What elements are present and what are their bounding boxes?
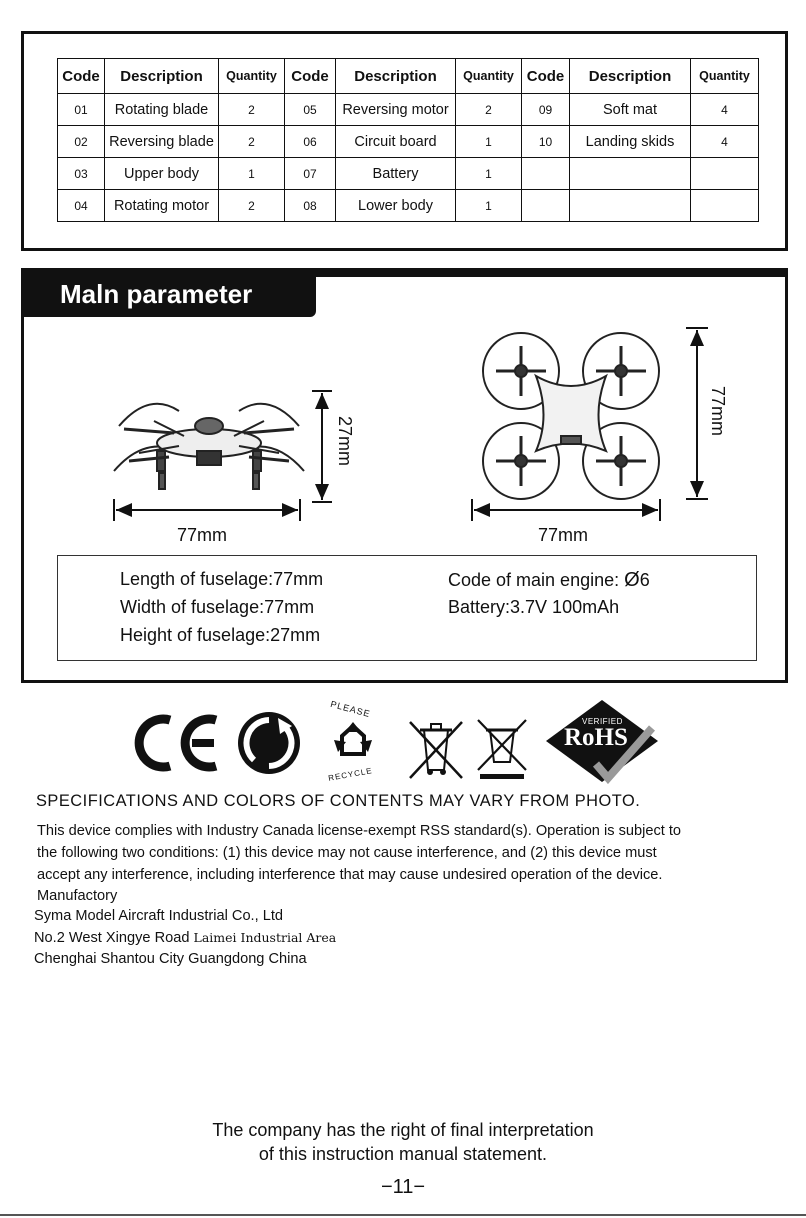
spec-length: Length of fuselage:77mm <box>120 569 324 589</box>
specifications-disclaimer: SPECIFICATIONS AND COLORS OF CONTENTS MAY VARY FROM PHOTO. <box>36 792 641 810</box>
part-description: Rotating blade <box>105 94 219 126</box>
weee-bin-icon <box>406 716 466 780</box>
part-description: Reversing blade <box>105 126 219 158</box>
manufacturer-city: Chenghai Shantou City Guangdong China <box>34 951 307 967</box>
part-description <box>570 158 691 190</box>
side-width-dimension-arrow <box>112 499 302 521</box>
header-code: Code <box>522 59 570 94</box>
area-text: Laimei Industrial Area <box>193 930 337 945</box>
spec-width: Width of fuselage:77mm <box>120 597 315 617</box>
header-code: Code <box>285 59 336 94</box>
parts-list-box <box>21 31 788 251</box>
section-title: Maln parameter <box>24 271 316 317</box>
diameter-symbol: Ø <box>624 569 640 591</box>
part-code: 06 <box>285 126 336 158</box>
part-description: Reversing motor <box>336 94 456 126</box>
title-rule <box>316 271 785 277</box>
spec-engine-value: 6 <box>639 570 650 590</box>
side-width-label: 77mm <box>177 525 228 545</box>
header-description: Description <box>336 59 456 94</box>
specifications-box <box>57 555 757 661</box>
part-quantity: 1 <box>456 158 522 190</box>
spec-height: Height of fuselage:27mm <box>120 625 321 645</box>
header-quantity: Quantity <box>219 59 285 94</box>
part-code: 05 <box>285 94 336 126</box>
part-quantity <box>691 158 759 190</box>
part-description: Lower body <box>336 190 456 222</box>
header-code: Code <box>58 59 105 94</box>
part-description: Rotating motor <box>105 190 219 222</box>
part-code: 04 <box>58 190 105 222</box>
bottom-rule <box>0 1214 806 1216</box>
height-dimension-arrow <box>312 389 332 504</box>
side-height-label: 27mm <box>335 416 355 467</box>
part-quantity: 2 <box>456 94 522 126</box>
part-quantity: 2 <box>219 94 285 126</box>
part-code: 03 <box>58 158 105 190</box>
part-description: Upper body <box>105 158 219 190</box>
table-row <box>58 126 759 158</box>
drone-top-view-illustration <box>476 326 666 506</box>
table-header-row <box>58 59 759 94</box>
weee-bin-underlined-icon <box>476 718 528 780</box>
top-length-label: 77mm <box>708 386 728 437</box>
spec-engine <box>448 569 650 592</box>
part-quantity <box>691 190 759 222</box>
table-row <box>58 158 759 190</box>
rohs-text: RoHS <box>564 724 628 751</box>
part-code: 09 <box>522 94 570 126</box>
compliance-line: the following two conditions: (1) this device may not cause interference, and (2) this device must <box>37 845 657 861</box>
top-width-label: 77mm <box>538 525 589 545</box>
part-quantity: 1 <box>219 158 285 190</box>
table-row <box>58 94 759 126</box>
manufacturer-road <box>34 930 336 946</box>
ce-mark-icon <box>130 712 222 774</box>
part-code: 01 <box>58 94 105 126</box>
spec-battery: Battery:3.7V 100mAh <box>448 597 620 617</box>
part-description: Circuit board <box>336 126 456 158</box>
part-quantity: 2 <box>219 190 285 222</box>
part-code <box>522 158 570 190</box>
compliance-statement <box>37 820 777 906</box>
header-quantity: Quantity <box>691 59 759 94</box>
table-row <box>58 190 759 222</box>
header-description: Description <box>570 59 691 94</box>
green-dot-icon <box>234 708 304 778</box>
compliance-line: This device complies with Industry Canada license-exempt RSS standard(s). Operation is subject to <box>37 823 682 839</box>
road-text: No.2 West Xingye Road <box>34 930 190 946</box>
part-quantity: 4 <box>691 126 759 158</box>
drone-side-view-illustration <box>109 381 309 506</box>
please-text: PLEASE <box>329 698 372 720</box>
footer-line: The company has the right of final interpretation <box>212 1120 594 1140</box>
recycle-text: RECYCLE <box>327 766 374 783</box>
compliance-line: accept any interference, including interference that may cause undesired operation of the device. <box>37 867 663 883</box>
part-description: Battery <box>336 158 456 190</box>
manufactory-label: Manufactory <box>37 888 118 904</box>
part-quantity: 2 <box>219 126 285 158</box>
page-number: −11− <box>380 1176 426 1198</box>
part-description <box>570 190 691 222</box>
part-code: 08 <box>285 190 336 222</box>
verified-text: VERIFIED <box>582 717 623 726</box>
part-code: 07 <box>285 158 336 190</box>
manufacturer-name: Syma Model Aircraft Industrial Co., Ltd <box>34 908 284 924</box>
header-description: Description <box>105 59 219 94</box>
part-description: Soft mat <box>570 94 691 126</box>
part-code: 10 <box>522 126 570 158</box>
part-code: 02 <box>58 126 105 158</box>
top-width-dimension-arrow <box>470 499 662 521</box>
please-recycle-icon <box>322 712 384 774</box>
footer-line: of this instruction manual statement. <box>258 1144 548 1164</box>
part-quantity: 1 <box>456 126 522 158</box>
header-quantity: Quantity <box>456 59 522 94</box>
part-quantity: 1 <box>456 190 522 222</box>
part-quantity: 4 <box>691 94 759 126</box>
spec-engine-label: Code of main engine: <box>448 570 620 590</box>
part-code <box>522 190 570 222</box>
parts-table <box>57 58 759 222</box>
part-description: Landing skids <box>570 126 691 158</box>
certification-logos <box>130 698 670 786</box>
length-dimension-arrow <box>686 326 708 501</box>
main-parameter-section <box>21 268 788 683</box>
